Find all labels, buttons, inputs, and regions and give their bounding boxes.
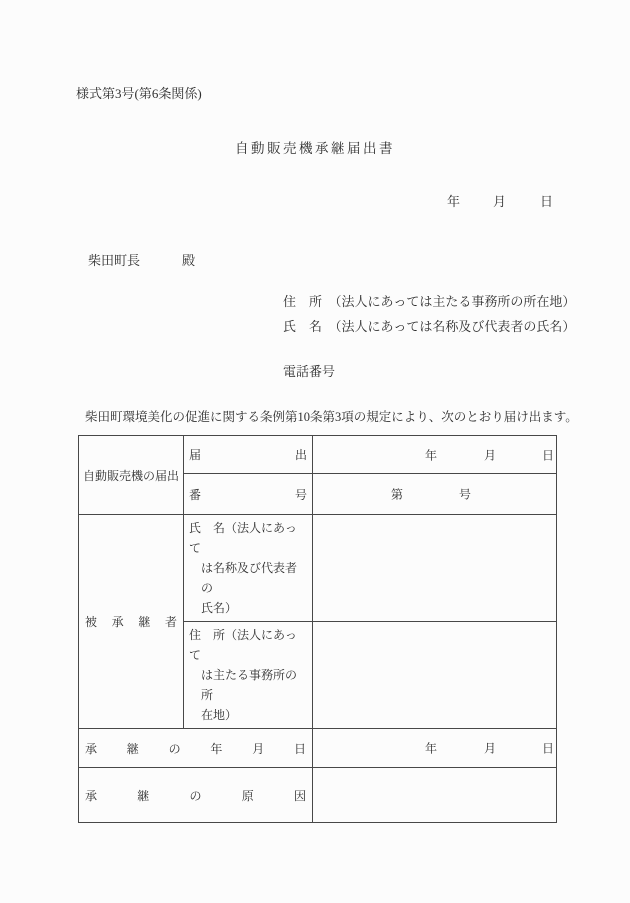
vending-notification-label: 自動販売機の届出 [82, 468, 179, 483]
cell-succession-date-label [79, 729, 313, 768]
form-number: 様式第3号(第6条関係) [76, 86, 202, 101]
predecessor-label-3: 継 [138, 615, 151, 629]
header-date-month-label: 月 [493, 194, 507, 209]
notify-date-label-2: 出 [294, 448, 307, 462]
addressee-honorific: 殿 [182, 253, 196, 268]
applicant-address-label: 住 所 （法人にあっては主たる事務所の所在地） [283, 294, 576, 309]
succession-date-label-1: 承 [85, 741, 98, 756]
predecessor-label-4: 者 [164, 615, 177, 629]
predecessor-label-2: 承 [111, 615, 124, 629]
cell-predecessor-address-value [313, 622, 557, 729]
succession-date-day-label: 日 [542, 741, 555, 756]
cell-notify-date-value [313, 436, 557, 474]
succession-cause-label-3: の [189, 788, 202, 803]
predecessor-name-line-1: 氏 名（法人にあって [189, 521, 297, 555]
cell-notify-number-value [313, 474, 557, 515]
predecessor-address-line-1: 住 所（法人にあって [189, 628, 297, 662]
cell-succession-cause-label [79, 768, 313, 823]
succession-date-label-5: 月 [252, 741, 265, 756]
notify-date-day-label: 日 [542, 448, 555, 462]
notify-number-suffix-label: 号 [459, 487, 472, 502]
cell-notify-number-label [184, 474, 313, 515]
header-date-day-label: 日 [540, 194, 554, 209]
header-date-year-label: 年 [447, 194, 461, 209]
cell-predecessor-label [79, 515, 184, 729]
notify-date-month-label: 月 [484, 448, 497, 462]
succession-date-label-2: 継 [126, 741, 139, 756]
cell-predecessor-address-label [184, 622, 313, 729]
addressee-name: 柴田町長 [88, 253, 141, 268]
addressee-line [88, 250, 195, 269]
succession-date-month-label: 月 [484, 741, 497, 756]
succession-cause-label-1: 承 [85, 788, 98, 803]
succession-date-label-4: 年 [210, 741, 223, 756]
notify-number-label-1: 番 [189, 487, 202, 502]
notify-date-year-label: 年 [425, 448, 438, 462]
cell-succession-date-value [313, 729, 557, 768]
predecessor-name-line-3: 氏名） [201, 601, 238, 615]
predecessor-address-line-2: は主たる事務所の所 [201, 668, 298, 702]
succession-date-label-3: の [168, 741, 181, 756]
predecessor-address-line-3: 在地） [201, 708, 238, 722]
succession-date-year-label: 年 [425, 741, 438, 756]
page-title: 自動販売機承継届出書 [235, 141, 395, 156]
succession-date-label-6: 日 [293, 741, 306, 756]
cell-succession-cause-value [313, 768, 557, 823]
notify-number-prefix-label: 第 [391, 487, 404, 502]
header-date-line [0, 191, 630, 209]
succession-cause-label-5: 因 [293, 788, 306, 803]
predecessor-name-line-2: は名称及び代表者の [201, 561, 298, 595]
notify-number-label-2: 号 [294, 487, 307, 502]
applicant-name-label: 氏 名 （法人にあっては名称及び代表者の氏名） [283, 319, 576, 334]
succession-cause-label-4: 原 [241, 788, 254, 803]
notify-date-label-1: 届 [189, 448, 202, 462]
predecessor-label-1: 被 [85, 615, 98, 629]
cell-notify-date-label [184, 436, 313, 474]
cell-vending-notification-label [79, 436, 184, 515]
cell-predecessor-name-value [313, 515, 557, 622]
cell-predecessor-name-label [184, 515, 313, 622]
succession-cause-label-2: 継 [137, 788, 150, 803]
applicant-phone-label: 電話番号 [283, 364, 336, 379]
declaration-text: 柴田町環境美化の促進に関する条例第10条第3項の規定により、次のとおり届け出ます。 [85, 410, 578, 424]
succession-table [78, 435, 557, 823]
